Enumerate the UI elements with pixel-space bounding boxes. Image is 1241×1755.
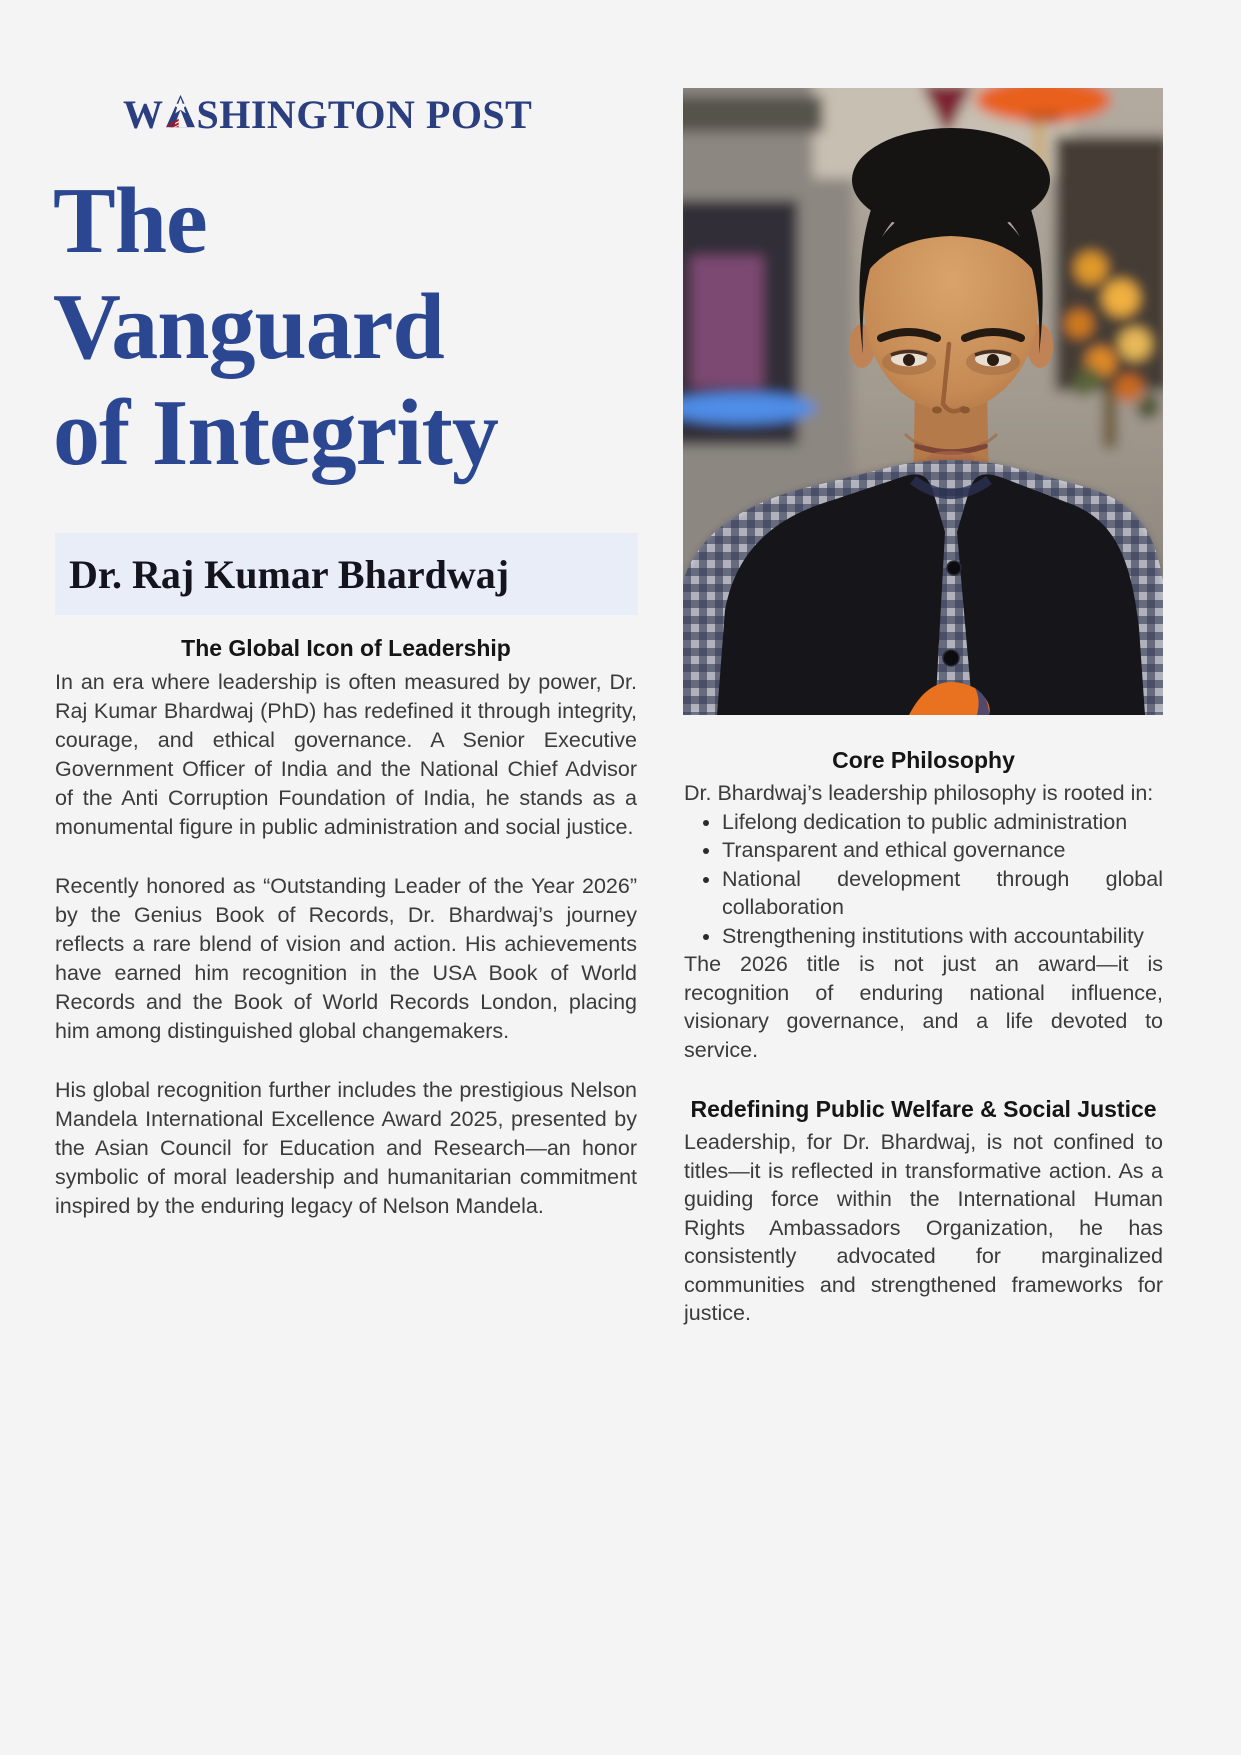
left-column <box>55 633 637 1251</box>
paragraph-mandela: His global recognition further includes the prestigious Nelson Mandela International Excellence Award 2025, presented by the Asian Council for Education and Research—an honor symbolic of moral leadership and humanitarian commitment inspired by the enduring legacy of Nelson Mandela. <box>55 1078 637 1218</box>
headline-line-2: Vanguard <box>53 275 444 379</box>
bullet-item: • Strengthening institutions with accountability <box>722 922 1163 951</box>
star-a-icon <box>165 94 196 135</box>
bullet-item: • National development through global collaboration <box>722 865 1163 922</box>
bullet-item: • Transparent and ethical governance <box>722 836 1163 865</box>
section-heading-core-philosophy: Core Philosophy <box>832 747 1015 773</box>
section-heading-global-icon: The Global Icon of Leadership <box>181 635 511 661</box>
headline <box>53 168 673 486</box>
subtitle-text: Dr. Raj Kumar Bhardwaj <box>69 551 510 597</box>
portrait-photo <box>683 88 1163 715</box>
masthead-text-before: W <box>123 92 164 137</box>
paragraph-intro: In an era where leadership is often measured by power, Dr. Raj Kumar Bhardwaj (PhD) has redefined it through integrity, courage, and ethical governance. A Senior Executive Government Officer of India and the National Chief Advisor of the Anti Corruption Foundation of India, he stands as a monumental figure in public administration and social justice. <box>55 670 637 839</box>
right-column <box>684 88 1163 1328</box>
bullet-item: • Lifelong dedication to public administration <box>722 808 1163 837</box>
core-philosophy-outro: The 2026 title is not just an award—it is recognition of enduring national influence, visionary governance, and a life devoted to service. <box>684 952 1163 1062</box>
masthead-text-after: SHINGTON POST <box>196 92 533 137</box>
welfare-body: Leadership, for Dr. Bhardwaj, is not confined to titles—it is reflected in transformative action. As a guiding force within the International Human Rights Ambassadors Organization, he has consistently advocated for marginalized communities and strengthened frameworks for justice. <box>684 1130 1163 1325</box>
headline-line-1: The <box>53 169 207 273</box>
subtitle-box <box>55 533 638 615</box>
headline-line-3: of Integrity <box>53 381 498 485</box>
paragraph-awards: Recently honored as “Outstanding Leader of the Year 2026” by the Genius Book of Records, Dr. Bhardwaj’s journey reflects a rare blend of vision and action. His achievements have earned him recognition in the USA Book of World Records and the Book of World Records London, placing him among distinguished global changemakers. <box>55 874 637 1043</box>
masthead-logo <box>123 94 532 135</box>
core-philosophy-bullet-list <box>684 808 1163 951</box>
core-philosophy-intro: Dr. Bhardwaj’s leadership philosophy is rooted in: <box>684 781 1154 805</box>
section-heading-welfare: Redefining Public Welfare & Social Justice <box>690 1096 1157 1122</box>
